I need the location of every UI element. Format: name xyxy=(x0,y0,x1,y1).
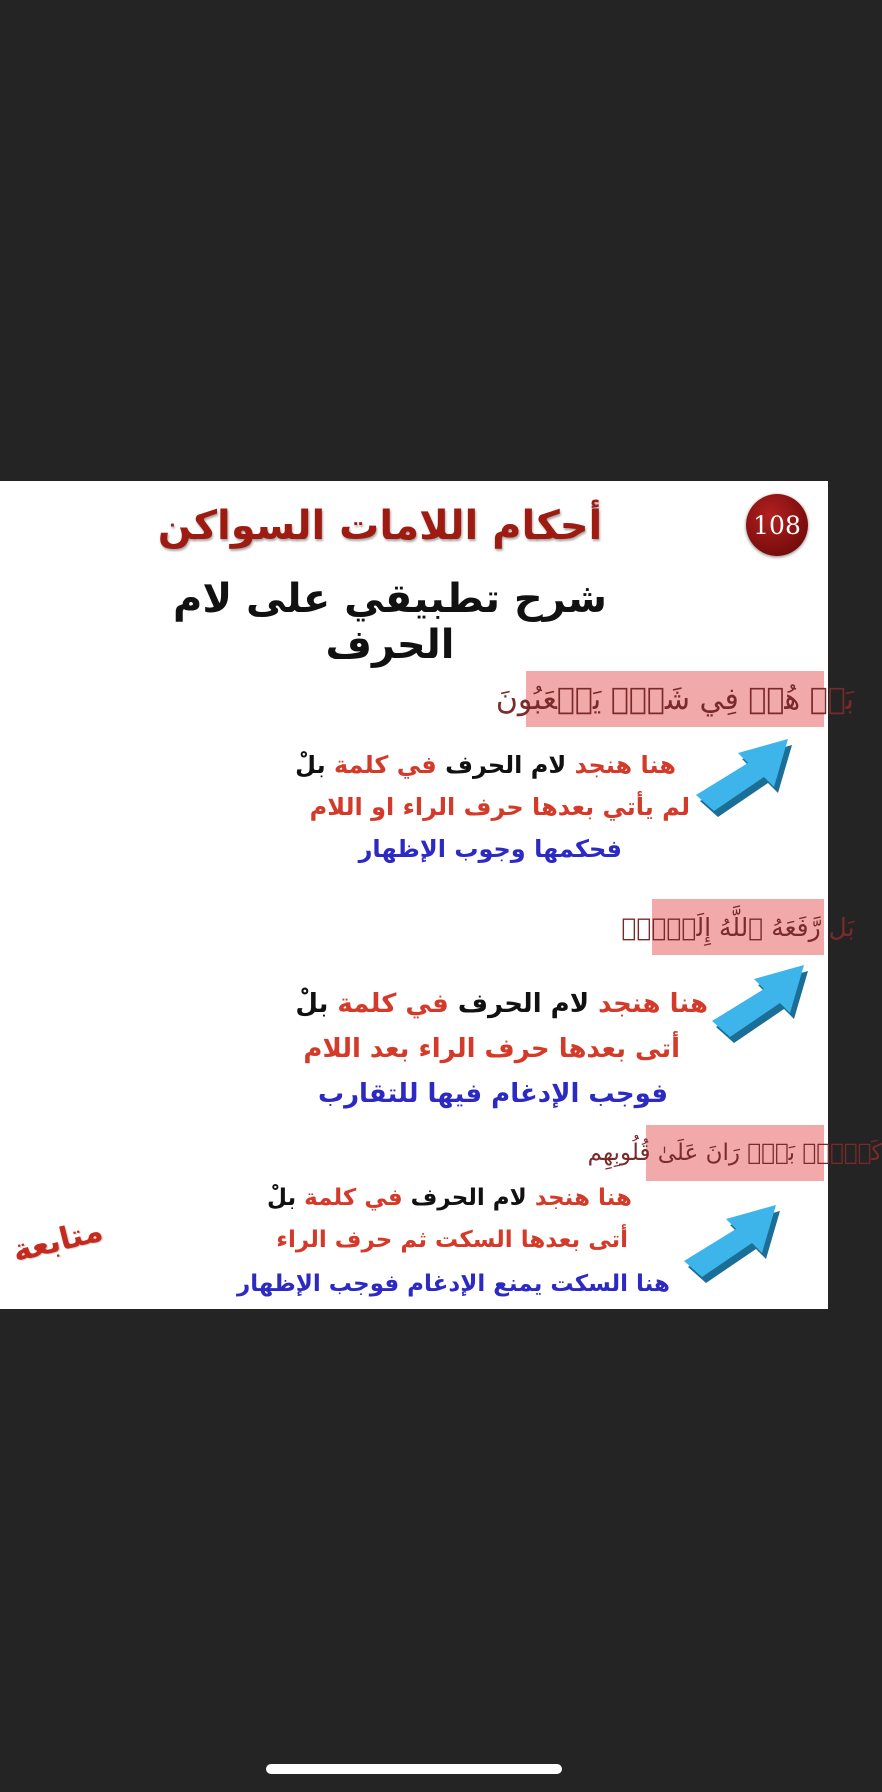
page-title: أحكام اللامات السواكن xyxy=(157,503,603,549)
example-1-line-2: لم يأتي بعدها حرف الراء او اللام xyxy=(309,793,690,821)
follow-label: متابعة xyxy=(9,1212,107,1270)
example-3-line-3: هنا السكت يمنع الإدغام فوجب الإظهار xyxy=(237,1271,670,1297)
lesson-card xyxy=(0,481,882,1309)
verse-3 xyxy=(587,1125,882,1181)
verse-2 xyxy=(621,899,855,955)
example-3-line-1: هنا هنجد لام الحرف في كلمة بلْ xyxy=(266,1185,632,1211)
arrow-icon xyxy=(684,1205,784,1289)
example-2-line-3: فوجب الإدغام فيها للتقارب xyxy=(317,1079,668,1109)
verse-2-text: بَل رَّفَعَهُ ٱللَّهُ إِلَيۡهِۚ xyxy=(621,912,855,942)
example-1-line-3: فحكمها وجوب الإظهار xyxy=(358,835,622,863)
example-2-line-1: هنا هنجد لام الحرف في كلمة بلْ xyxy=(295,989,708,1019)
example-1-line-1: هنا هنجد لام الحرف في كلمة بلْ xyxy=(295,751,676,779)
verse-1-text: بَلۡ هُمۡ فِي شَكّٖ يَلۡعَبُونَ xyxy=(495,681,855,717)
example-3-line-2: أتى بعدها السكت ثم حرف الراء xyxy=(276,1227,628,1253)
home-indicator[interactable] xyxy=(266,1764,562,1774)
verse-3-text: كَلَّاۖ بَلۡۜ رَانَ عَلَىٰ قُلُوبِهِم xyxy=(587,1140,882,1166)
page-number-badge xyxy=(746,494,808,556)
verse-1 xyxy=(495,671,855,727)
example-2-line-2: أتى بعدها حرف الراء بعد اللام xyxy=(303,1034,680,1064)
arrow-icon xyxy=(696,739,796,823)
page-subtitle: شرح تطبيقي على لام الحرف xyxy=(173,576,607,668)
arrow-icon xyxy=(712,965,812,1049)
page-number: 108 xyxy=(753,510,801,540)
